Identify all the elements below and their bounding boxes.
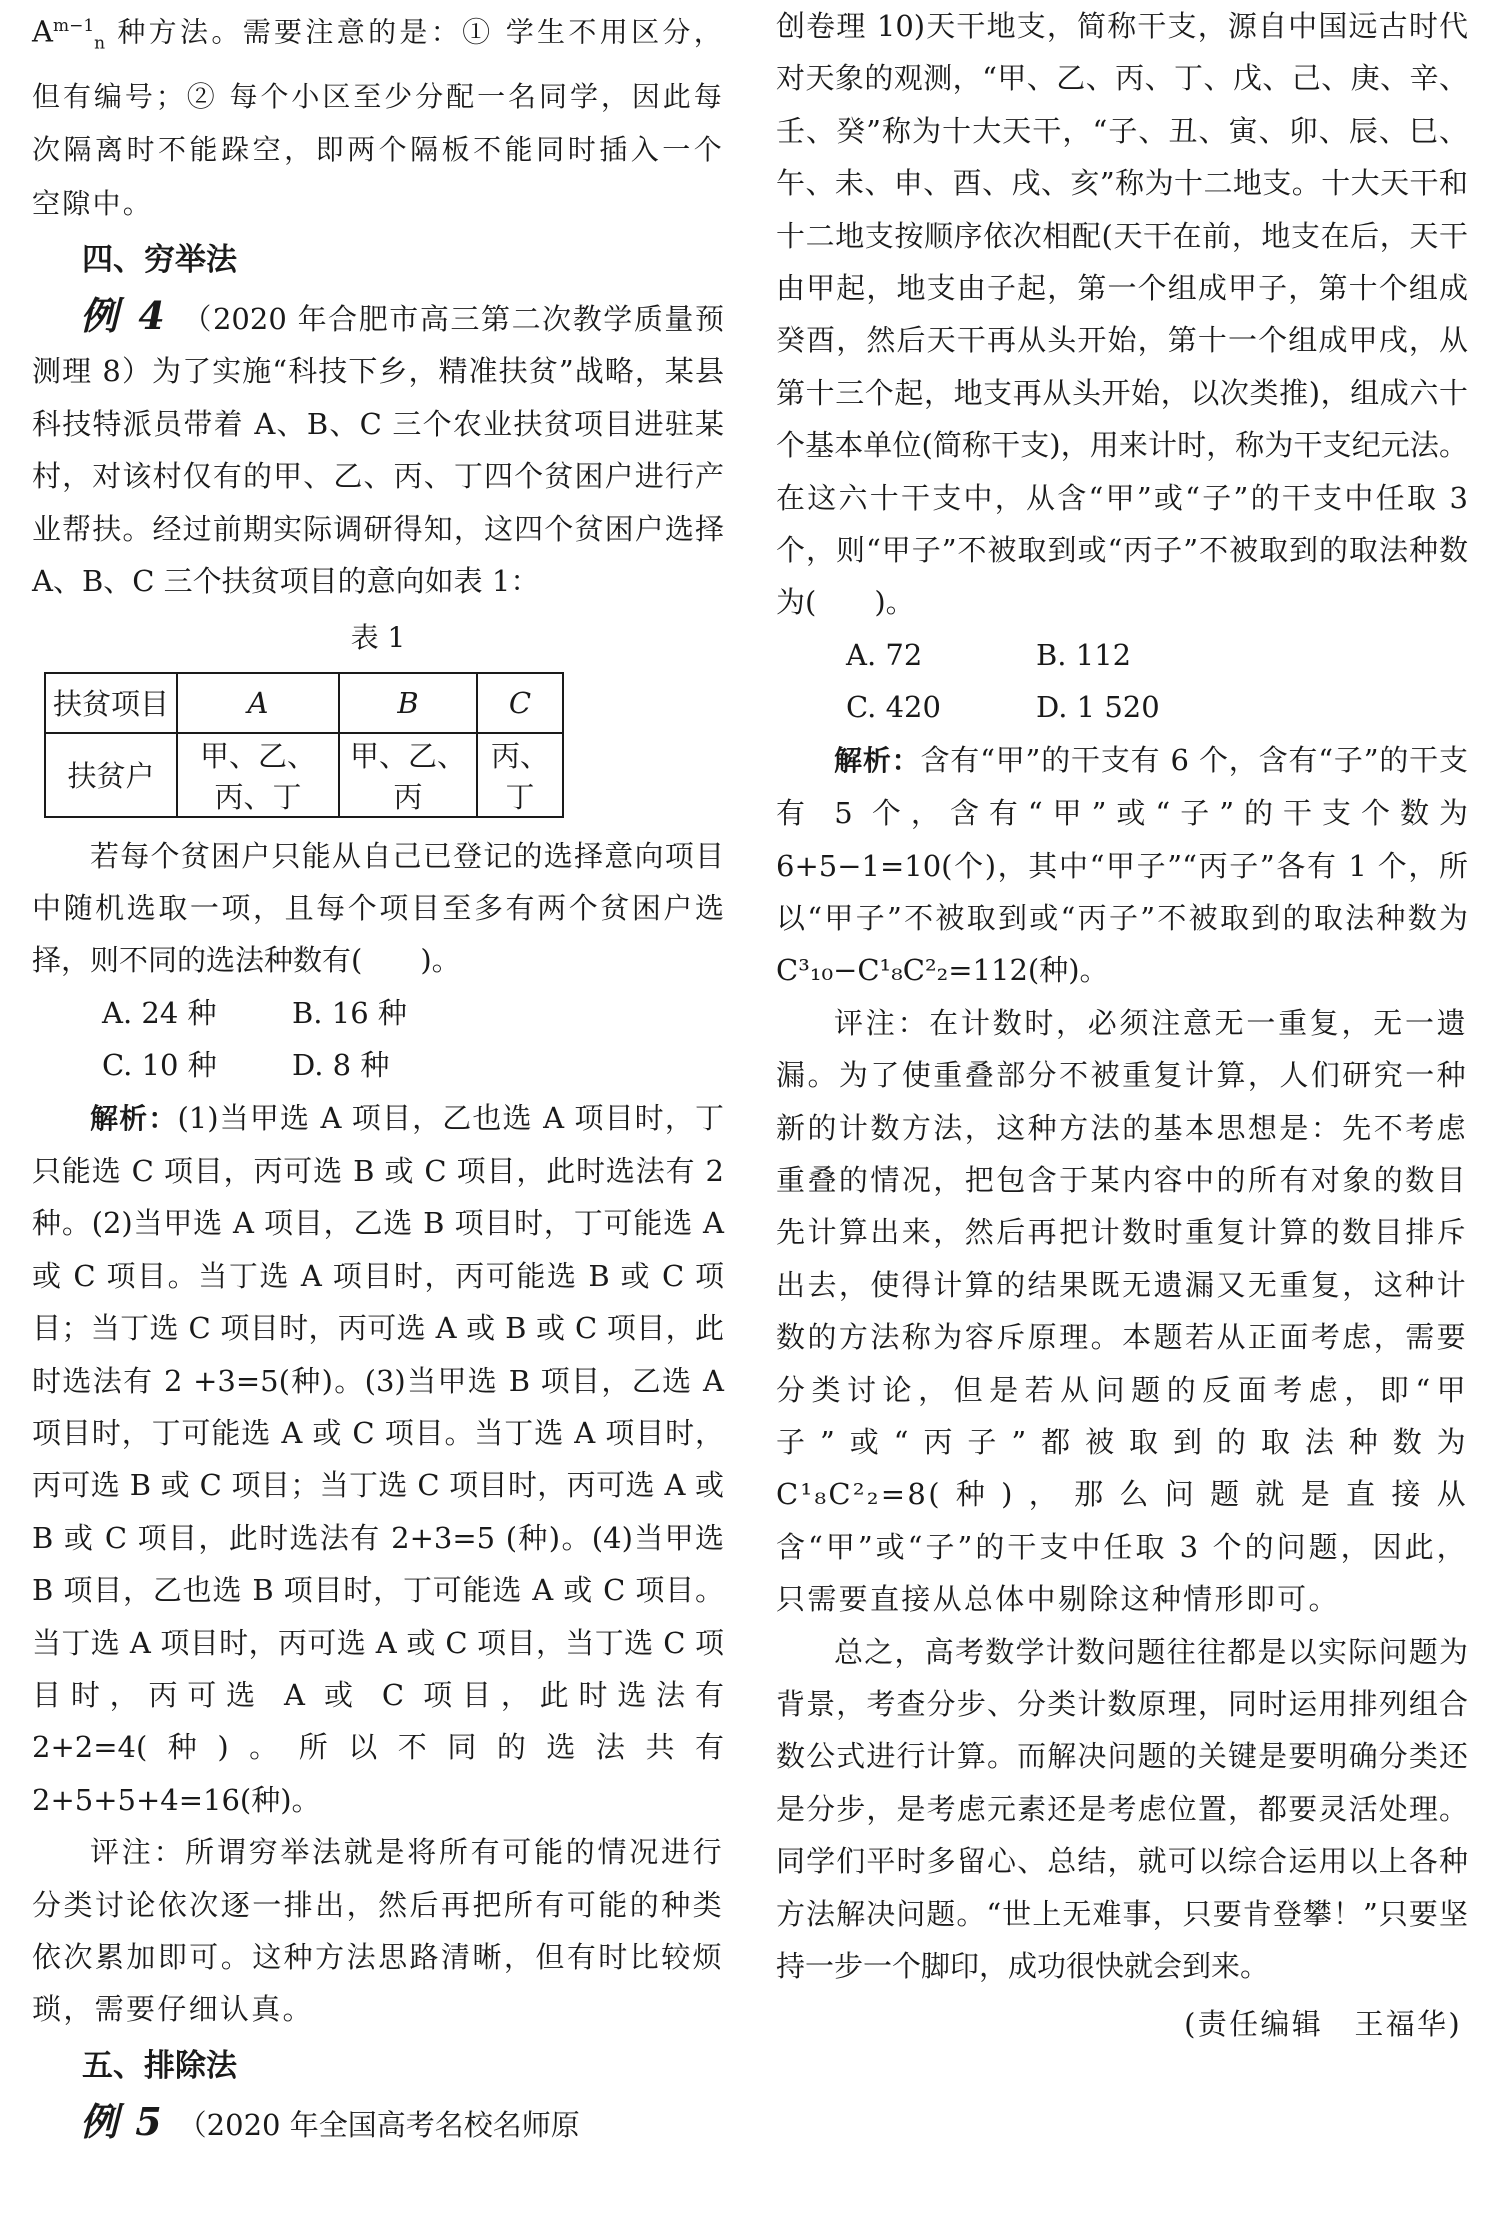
comment-4: 评注：所谓穷举法就是将所有可能的情况进行分类讨论依次逐一排出，然后再把所有可能的种类依次累加即可。这种方法思路清晰，但有时比较烦琐，需要仔细认真。 bbox=[32, 1835, 724, 2027]
option-c: C. 10 种 bbox=[102, 1048, 217, 1083]
option-d: D. 1 520 bbox=[1036, 690, 1160, 725]
example-4-label: 例 4 bbox=[80, 293, 167, 339]
table-cell: C bbox=[477, 673, 563, 733]
summary-paragraph: 总之，高考数学计数问题往往都是以实际问题为背景，考查分步、分类计数原理，同时运用排列组合数公式进行计算。而解决问题的关键是要明确分类还是分步，是考虑元素还是考虑位置，都要灵活处理。同学们平时多留心、总结，就可以综合运用以上各种方法解决问题。“世上无难事，只要肯登攀！”只要坚持一步一个脚印，成功很快就会到来。 bbox=[776, 1634, 1468, 1984]
table-cell: 扶贫项目 bbox=[45, 673, 177, 733]
solution-label: 解析： bbox=[90, 1101, 178, 1135]
example-4 bbox=[32, 290, 724, 607]
table-caption: 表 1 bbox=[350, 620, 406, 654]
intro-text: 种方法。需要注意的是：① 学生不用区分，但有编号；② 每个小区至少分配一名同学，因此每次隔离时不能跺空，即两个隔板不能同时插入一个空隙中。 bbox=[32, 15, 724, 220]
question-4: 若每个贫困户只能从自己已登记的选择意向项目中随机选取一项，且每个项目至多有两个贫困户选择，则不同的选法种数有( )。 bbox=[32, 838, 724, 978]
option-a: A. 72 bbox=[846, 637, 923, 672]
table-cell: A bbox=[177, 673, 339, 733]
example-5-text: （2020 年全国高考名校名师原 bbox=[177, 2107, 580, 2142]
arrangement-sub: n bbox=[94, 33, 106, 54]
poverty-project-table bbox=[44, 672, 564, 818]
option-a: A. 24 种 bbox=[102, 995, 217, 1030]
solution-4-text: (1)当甲选 A 项目，乙也选 A 项目时，丁只能选 C 项目，丙可选 B 或 C 项目，此时选法有 2 种。(2)当甲选 A 项目，乙选 B 项目时，丁可能选 A 或 C 项目。当丁选 A 项目时，丙可能选 B 或 C 项目；当丁选 C 项目时，丙可选 A 或 B 或 C 项目，此时选法有 2 +3=5(种)。(3)当甲选 B 项目，乙选 A 项目时，丁可能选 A 或 C 项目。当丁选 A 项目时，丙可选 B 或 C 项目；当丁选 C 项目时，丙可选 A 或 B 或 C 项目，此时选法有 2+3=5 (种)。(4)当甲选 B 项目，乙也选 B 项目时，丁可能选 A 或 C 项目。当丁选 A 项目时，丙可选 A 或 C 项目，当丁选 C 项目时，丙可选 A 或 C 项目，此时选法有 2+2=4(种)。所以不同的选法共有 2+5+5+4=16(种)。 bbox=[32, 1100, 724, 1817]
solution-5 bbox=[776, 734, 1468, 997]
arrangement-sup: m−1 bbox=[52, 16, 95, 36]
table-row bbox=[45, 733, 563, 817]
options-row-2 bbox=[102, 1039, 724, 1091]
left-column bbox=[32, 0, 724, 2151]
comment-5: 评注：在计数时，必须注意无一重复，无一遗漏。为了使重叠部分不被重复计算，人们研究一种新的计数方法，这种方法的基本思想是：先不考虑重叠的情况，把包含于某内容中的所有对象的数目先计算出来，然后再把计数时重复计算的数目排斥出去，使得计算的结果既无遗漏又无重复，这种计数的方法称为容斥原理。本题若从正面考虑，需要分类讨论，但是若从问题的反面考虑，即“甲子”或“丙子”都被取到的取法种数为 C¹₈C²₂=8(种)，那么问题就是直接从含“甲”或“子”的干支中任取 3 个的问题，因此，只需要直接从总体中剔除这种情形即可。 bbox=[776, 1005, 1468, 1617]
arrangement-symbol: A bbox=[32, 14, 53, 49]
example-5 bbox=[32, 2096, 724, 2151]
table-cell: 丙、丁 bbox=[477, 733, 563, 817]
solution-label: 解析： bbox=[834, 743, 921, 777]
solution-5-text: 含有“甲”的干支有 6 个，含有“子”的干支有 5 个，含有“甲”或“子”的干支个数为 6+5−1=10(个)，其中“甲子”“丙子”各有 1 个，所以“甲子”不被取到或“丙子”不被取到的取法种数为 bbox=[776, 742, 1468, 935]
intro-paragraph bbox=[32, 0, 724, 230]
table-cell: B bbox=[339, 673, 477, 733]
options-row-1 bbox=[102, 987, 724, 1039]
option-b: B. 112 bbox=[1036, 637, 1132, 672]
solution-4 bbox=[32, 1092, 724, 1827]
option-b: B. 16 种 bbox=[292, 995, 407, 1030]
table-cell: 甲、乙、丙、丁 bbox=[177, 733, 339, 817]
example-4-text: （2020 年合肥市高三第二次教学质量预测理 8）为了实施“科技下乡，精准扶贫”战略，某县科技特派员带着 A、B、C 三个农业扶贫项目进驻某村，对该村仅有的甲、乙、丙、丁四个贫困户进行产业帮扶。经过前期实际调研得知，这四个贫困户选择 A、B、C 三个扶贫项目的意向如表 1： bbox=[32, 302, 725, 599]
example-5-continued: 创卷理 10)天干地支，简称干支，源自中国远古时代对天象的观测，“甲、乙、丙、丁、戊、己、庚、辛、壬、癸”称为十大天干，“子、丑、寅、卯、辰、巳、午、未、申、酉、戌、亥”称为十二地支。十大天干和十二地支按顺序依次相配(天干在前，地支在后，天干由甲起，地支由子起，第一个组成甲子，第十个组成癸酉，然后天干再从头开始，第十一个组成甲戌，从第十三个起，地支再从头开始，以次类推)，组成六十个基本单位(简称干支)，用来计时，称为干支纪元法。在这六十干支中，从含“甲”或“子”的干支中任取 3 个，则“甲子”不被取到或“丙子”不被取到的取法种数为( )。 bbox=[776, 9, 1468, 620]
solution-5-formula: C³₁₀−C¹₈C²₂=112(种)。 bbox=[776, 953, 1109, 988]
table-cell: 甲、乙、丙 bbox=[339, 733, 477, 817]
options-row-1 bbox=[846, 629, 1468, 681]
table-cell: 扶贫户 bbox=[45, 733, 177, 817]
example-5-label: 例 5 bbox=[80, 2098, 164, 2144]
table-header-row bbox=[45, 673, 563, 733]
section-heading-4: 四、穷举法 bbox=[82, 242, 237, 279]
right-column bbox=[776, 0, 1468, 2051]
options-row-2 bbox=[846, 681, 1468, 733]
section-heading-5: 五、排除法 bbox=[82, 2047, 237, 2084]
editor-credit: (责任编辑 王福华) bbox=[1184, 2007, 1462, 2042]
option-d: D. 8 种 bbox=[292, 1048, 390, 1083]
option-c: C. 420 bbox=[846, 690, 941, 725]
